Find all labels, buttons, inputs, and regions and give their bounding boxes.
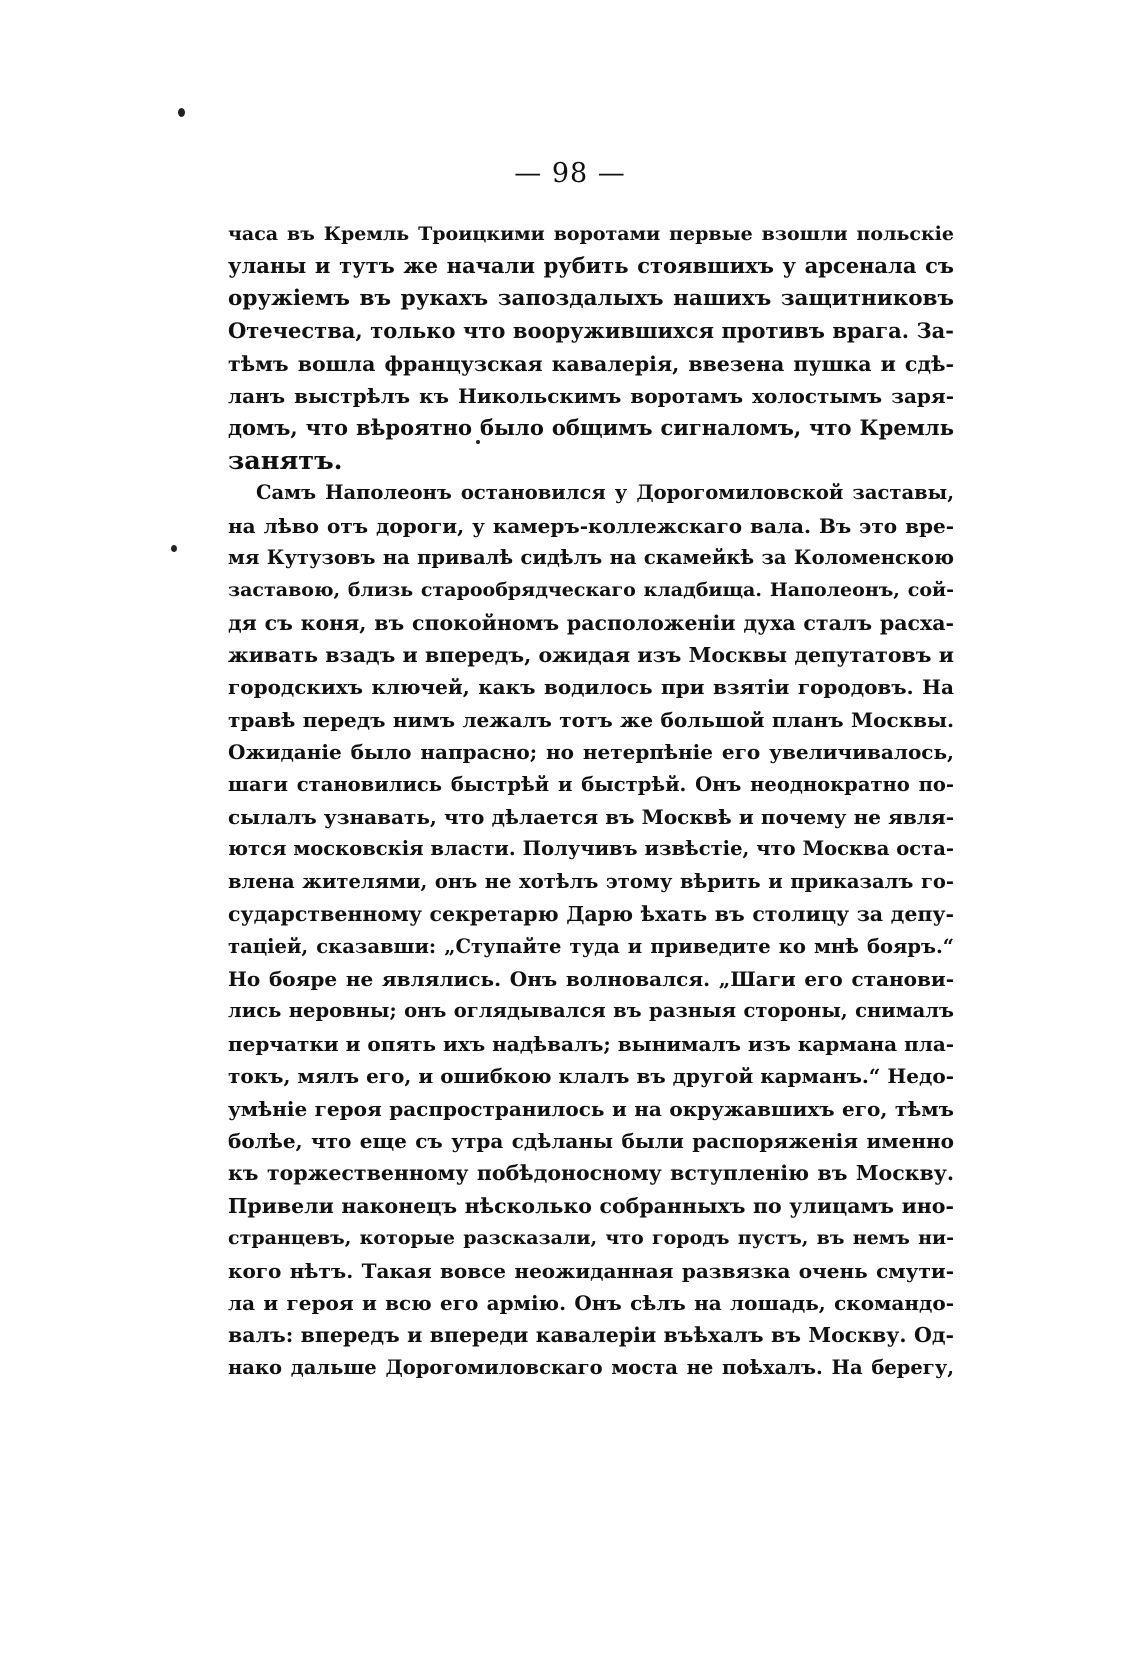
text-line: умѣніе героя распространилось и на окружавшихъ его, тѣмъ (228, 1096, 954, 1121)
text-line: городскихъ ключей, какъ водилось при взятіи городовъ. На (228, 675, 954, 700)
text-line: Отечества, только что вооружившихся противъ врага. За- (228, 318, 954, 344)
text-line: тѣмъ вошла французская кавалерія, ввезена пушка и сдѣ- (228, 351, 954, 376)
text-line: ланъ выстрѣлъ къ Никольскимъ воротамъ холостымъ заря- (228, 383, 954, 408)
text-line: сударственному секретарю Дарю ѣхать въ столицу за депу- (228, 902, 954, 927)
text-line: Привели наконецъ нѣсколько собранныхъ по улицамъ ино- (228, 1193, 954, 1218)
body-text (228, 218, 954, 1384)
text-line: шаги становились быстрѣй и быстрѣй. Онъ неоднократно по- (228, 772, 954, 796)
text-line: перчатки и опять ихъ надѣвалъ; вынималъ изъ кармана пла- (228, 1031, 954, 1056)
text-line: Но бояре не являлись. Онъ волновался. „Шаги его станови- (228, 966, 954, 991)
page-number: — 98 — (514, 158, 626, 189)
text-line: къ торжественному побѣдоносному вступленію въ Москву. (228, 1161, 954, 1186)
text-line: таціей, сказавши: „Ступайте туда и приведите ко мнѣ бояръ.“ (228, 934, 954, 958)
text-line: ются московскія власти. Получивъ извѣстіе, что Москва оста- (228, 837, 954, 861)
text-line: лись неровны; онъ оглядывался въ разныя стороны, снималъ (228, 999, 954, 1023)
text-line: заставою, близь старообрядческаго кладбища. Наполеонъ, сой- (228, 579, 954, 602)
text-line: травѣ передъ нимъ лежалъ тотъ же большой планъ Москвы. (228, 707, 954, 732)
text-line: уланы и тутъ же начали рубить стоявшихъ у арсенала съ (228, 253, 954, 279)
text-line: токъ, мялъ его, и ошибкою клалъ въ другой карманъ.“ Недо- (228, 1064, 954, 1089)
text-line: живать взадъ и впередъ, ожидая изъ Москвы депутатовъ и (228, 643, 954, 668)
text-line: влена жителями, онъ не хотѣлъ этому вѣрить и приказалъ го- (228, 869, 954, 893)
ink-speck (171, 545, 177, 552)
text-line: сылалъ узнавать, что дѣлается въ Москвѣ и почему не явля- (228, 805, 954, 830)
text-line: часа въ Кремль Троицкими воротами первые взошли польскіе (228, 223, 954, 245)
text-line: на лѣво отъ дороги, у камеръ-коллежскаго вала. Въ это вре- (228, 513, 954, 538)
text-line: ла и героя и всю его армію. Онъ сѣлъ на лошадь, скомандо- (228, 1290, 954, 1315)
text-line: оружіемъ въ рукахъ запоздалыхъ нашихъ защитниковъ (228, 285, 954, 311)
text-line: мя Кутузовъ на привалѣ сидѣлъ на скамейкѣ за Коломенскою (228, 545, 954, 569)
text-line: нако дальше Дорогомиловскаго моста не поѣхалъ. На берегу, (228, 1355, 954, 1379)
text-line: кого нѣтъ. Такая вовсе неожиданная развязка очень смути- (228, 1258, 954, 1283)
text-line: болѣе, что еще съ утра сдѣланы были распоряженія именно (228, 1128, 954, 1153)
text-line: валъ: впередъ и впереди кавалеріи въѣхалъ въ Москву. Од- (228, 1323, 954, 1348)
text-line: домъ, что вѣроятно было общимъ сигналомъ, что Кремль (228, 415, 954, 441)
text-line: странцевъ, которые разсказали, что городъ пустъ, въ немъ ни- (228, 1227, 954, 1250)
text-line: занятъ. (228, 445, 343, 476)
ink-speck (178, 108, 185, 117)
text-line: дя съ коня, въ спокойномъ расположеніи духа сталъ расха- (228, 610, 954, 635)
text-line: Ожиданіе было напрасно; но нетерпѣніе его увеличивалось, (228, 740, 954, 765)
text-line: Самъ Наполеонъ остановился у Дорогомиловской заставы, (256, 481, 954, 505)
